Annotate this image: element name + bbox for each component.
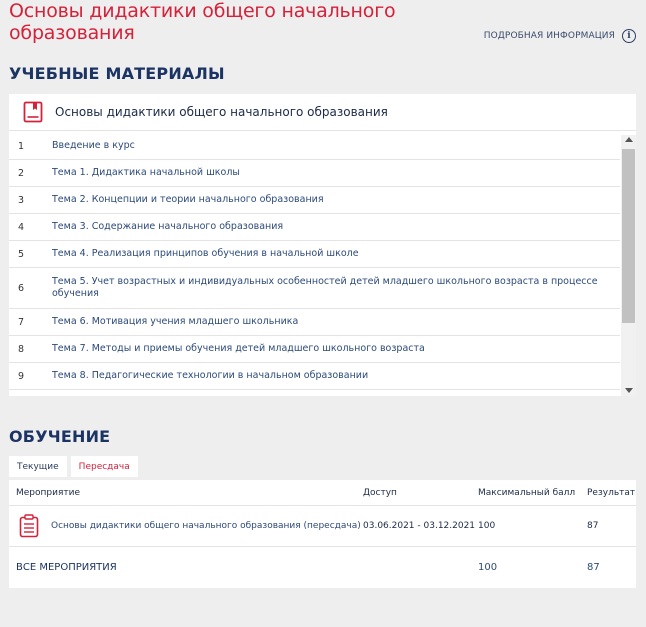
result-value: 87 [587, 521, 599, 531]
total-result: 87 [587, 562, 600, 573]
list-item[interactable] [9, 241, 620, 268]
item-number: 8 [18, 343, 25, 355]
item-number: 4 [18, 221, 25, 233]
more-info-link[interactable] [484, 29, 636, 43]
event-cell [9, 514, 363, 538]
item-number: 1 [18, 140, 25, 152]
tab-current[interactable]: Текущие [9, 456, 67, 477]
list-item[interactable] [9, 336, 620, 363]
materials-card-header[interactable] [9, 94, 636, 131]
item-number: 2 [18, 167, 25, 179]
column-access: Доступ [363, 487, 397, 498]
item-link[interactable]: Тема 5. Учет возрастных и индивидуальных особенностей детей младшего школьного возраста в процессе обучения [52, 276, 598, 299]
total-max-score: 100 [478, 562, 498, 573]
scroll-down-arrow-icon[interactable] [625, 388, 633, 393]
item-link[interactable]: Тема 4. Реализация принципов обучения в начальной школе [52, 248, 359, 259]
materials-card-title: Основы дидактики общего начального образования [55, 105, 388, 119]
column-event: Мероприятие [16, 487, 81, 498]
access-dates: 03.06.2021 - 03.12.2021 [363, 521, 476, 531]
all-events-label[interactable]: ВСЕ МЕРОПРИЯТИЯ [16, 562, 117, 573]
table-total-row [9, 547, 636, 588]
item-number: 7 [18, 316, 25, 328]
learning-tabs [9, 456, 138, 477]
scroll-up-arrow-icon[interactable] [625, 137, 633, 142]
table-row[interactable] [9, 506, 636, 547]
item-link[interactable]: Тема 6. Мотивация учения младшего школьника [52, 316, 299, 327]
list-scrollbar[interactable] [621, 135, 636, 396]
column-max-score: Максимальный балл [478, 487, 576, 498]
materials-heading: УЧЕБНЫЕ МАТЕРИАЛЫ [9, 64, 225, 83]
item-number: 5 [18, 248, 25, 260]
more-info-label: ПОДРОБНАЯ ИНФОРМАЦИЯ [483, 31, 615, 41]
item-link[interactable]: Тема 3. Содержание начального образования [52, 221, 284, 232]
column-result: Результат [587, 487, 636, 498]
max-score-value: 100 [478, 521, 496, 531]
item-link[interactable]: Введение в курс [52, 140, 135, 151]
item-link[interactable]: Тема 7. Методы и приемы обучения детей младшего школьного возраста [52, 343, 425, 354]
table-header [9, 480, 636, 506]
item-link[interactable]: Тема 2. Концепции и теории начального образования [52, 194, 324, 205]
materials-card [9, 94, 636, 396]
list-item[interactable] [9, 268, 620, 309]
learning-heading: ОБУЧЕНИЕ [9, 427, 111, 446]
book-icon [22, 101, 44, 123]
item-number: 9 [18, 370, 25, 382]
info-icon: i [622, 29, 636, 43]
event-link[interactable]: Основы дидактики общего начального образования (пересдача) [51, 521, 361, 531]
course-title: Основы дидактики общего начального образования [9, 0, 396, 44]
clipboard-icon [19, 514, 39, 538]
list-item[interactable] [9, 363, 620, 390]
item-link[interactable]: Тема 8. Педагогические технологии в начальном образовании [52, 370, 369, 381]
list-item[interactable] [9, 309, 620, 336]
item-number: 6 [18, 282, 25, 294]
item-number: 3 [18, 194, 25, 206]
list-item[interactable] [9, 187, 620, 214]
materials-list[interactable] [9, 133, 636, 396]
tab-retake[interactable]: Пересдача [71, 456, 138, 477]
learning-table [9, 480, 636, 588]
list-item[interactable] [9, 133, 620, 160]
list-item[interactable] [9, 214, 620, 241]
item-link[interactable]: Тема 1. Дидактика начальной школы [52, 167, 240, 178]
list-item[interactable] [9, 160, 620, 187]
scroll-thumb[interactable] [622, 149, 635, 323]
